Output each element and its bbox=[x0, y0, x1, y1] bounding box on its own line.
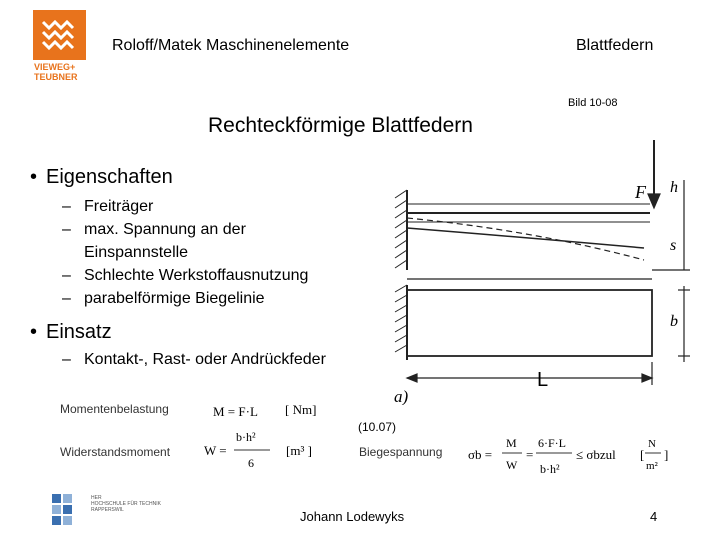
topic-title: Blattfedern bbox=[576, 37, 654, 54]
unit-num: N bbox=[648, 438, 656, 450]
resistance-lhs: W = bbox=[204, 443, 227, 458]
unit-bracket-close: ] bbox=[664, 447, 669, 462]
unit-bracket-open: [ bbox=[640, 447, 645, 462]
frac2-num: 6·F·L bbox=[538, 436, 566, 450]
moment-expression: M = F·L bbox=[213, 404, 258, 419]
school-line2: HOCHSCHULE FÜR TECHNIK bbox=[91, 501, 161, 507]
equals-sign: = bbox=[526, 447, 534, 462]
h-label: h bbox=[670, 179, 678, 196]
list-item: – Schlechte Werkstoffausnutzung bbox=[62, 264, 308, 287]
unit-den: m² bbox=[646, 460, 658, 472]
force-label: F bbox=[635, 182, 646, 202]
moment-label: Momentenbelastung bbox=[60, 402, 169, 416]
bullet-text: Einsatz bbox=[46, 321, 112, 343]
book-title: Roloff/Matek Maschinenelemente bbox=[112, 37, 350, 54]
bullet-marker: • bbox=[30, 166, 38, 188]
bullet-einsatz bbox=[30, 321, 112, 344]
resistance-denominator: 6 bbox=[248, 456, 254, 470]
publisher-logo-icon bbox=[33, 10, 86, 60]
list-item: – Kontakt-, Rast- oder Andrückfeder bbox=[62, 348, 326, 371]
sigma-b: σb = bbox=[468, 447, 493, 462]
subitems-eigenschaften bbox=[62, 195, 308, 310]
figure-label: Bild 10-08 bbox=[568, 97, 618, 109]
school-line3: RAPPERSWIL bbox=[91, 507, 124, 513]
school-logo-icon bbox=[52, 494, 86, 526]
subitems-einsatz bbox=[62, 348, 326, 371]
publisher-line1: VIEWEG+ bbox=[34, 62, 76, 72]
frac2-den: b·h² bbox=[540, 462, 560, 476]
bullet-marker: • bbox=[30, 321, 38, 343]
moment-unit: [ Nm] bbox=[285, 402, 317, 417]
publisher-logo bbox=[33, 10, 86, 60]
b-label: b bbox=[670, 313, 678, 330]
author: Johann Lodewyks bbox=[300, 509, 405, 524]
resistance-numerator: b·h² bbox=[236, 430, 256, 444]
moment-formula bbox=[205, 398, 335, 426]
bending-label: Biegespannung bbox=[359, 445, 443, 459]
resistance-formula bbox=[200, 425, 330, 473]
s-label: s bbox=[670, 237, 677, 254]
publisher-line2: TEUBNER bbox=[34, 72, 78, 82]
publisher-name bbox=[34, 62, 90, 82]
school-line1: HER bbox=[91, 495, 102, 501]
school-name bbox=[91, 495, 181, 513]
bending-formula bbox=[468, 433, 678, 483]
frac1-num: M bbox=[506, 436, 517, 450]
equation-number: (10.07) bbox=[358, 420, 397, 434]
slide-title: Rechteckförmige Blattfedern bbox=[208, 114, 473, 137]
bullet-text: Eigenschaften bbox=[46, 166, 173, 188]
resistance-unit: [m³ ] bbox=[286, 443, 312, 458]
part-label: a) bbox=[394, 387, 409, 405]
leaf-spring-drawing bbox=[392, 140, 702, 405]
list-item: – parabelförmige Biegelinie bbox=[62, 287, 308, 310]
resistance-label: Widerstandsmoment bbox=[60, 445, 171, 459]
list-item: – Freiträger bbox=[62, 195, 308, 218]
length-label: L bbox=[537, 369, 549, 391]
sigma-bzul: ≤ σbzul bbox=[576, 447, 616, 462]
page-number: 4 bbox=[650, 509, 658, 524]
list-item: – max. Spannung an der Einspannstelle bbox=[62, 218, 274, 264]
bullet-eigenschaften bbox=[30, 166, 173, 189]
frac1-den: W bbox=[506, 458, 518, 472]
